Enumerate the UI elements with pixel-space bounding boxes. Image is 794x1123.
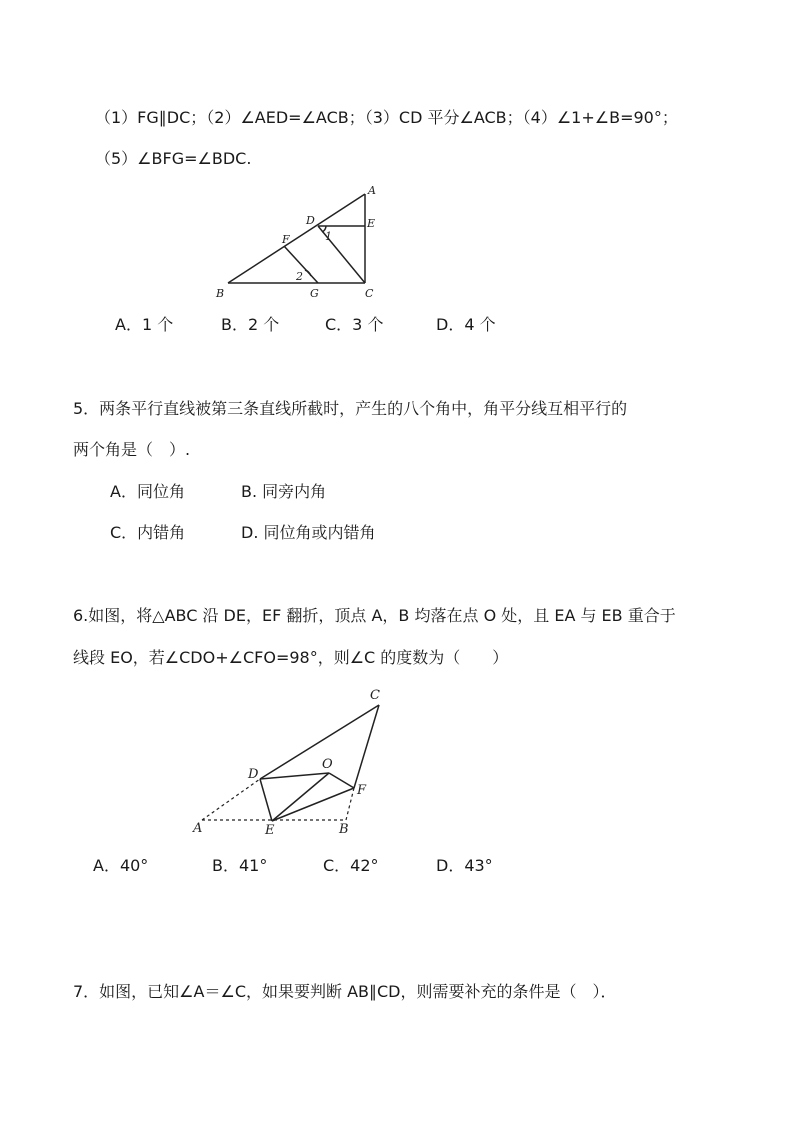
q5-stem-line2: 两个角是（ ）. (73, 440, 191, 459)
segment-bf-dotted (346, 788, 354, 820)
label-1: 1 (325, 230, 332, 243)
label-d: D (306, 214, 315, 227)
label-c: C (365, 287, 374, 300)
q6-stem-line1: 6.如图，将△ABC 沿 DE，EF 翻折，顶点 A，B 均落在点 O 处，且 EA 与 EB 重合于 (73, 606, 676, 625)
segment-of (329, 773, 354, 788)
label-a: A (193, 821, 203, 836)
q7-stem: 7．如图，已知∠A＝∠C，如果要判断 AB∥CD，则需要补充的条件是（ ）． (73, 982, 617, 1001)
label-b: B (339, 822, 349, 837)
q4-statements-line2: （5）∠BFG=∠BDC. (95, 149, 252, 168)
q4-statements-line1: （1）FG∥DC；（2）∠AED=∠ACB；（3）CD 平分∠ACB；（4）∠1+∠B=90°； (95, 108, 678, 127)
label-e: E (367, 217, 376, 230)
q4-option-c: C．3 个 (325, 315, 384, 334)
segment-do (260, 773, 329, 779)
label-g: G (310, 287, 319, 300)
q5-option-c: C．内错角 (110, 523, 186, 542)
q5-option-b: B. 同旁内角 (241, 482, 327, 501)
segment-de (260, 779, 272, 821)
label-d: D (248, 767, 259, 782)
q6-option-c: C．42° (323, 856, 379, 875)
label-f: F (282, 233, 290, 246)
segment-ef (272, 788, 354, 821)
label-b: B (216, 287, 225, 300)
q4-option-a: A．1 个 (115, 315, 174, 334)
label-e: E (265, 823, 275, 838)
q5-option-a: A．同位角 (110, 482, 185, 501)
segment-eo (272, 773, 329, 821)
q6-figure (0, 680, 794, 840)
label-2: 2 (296, 270, 303, 283)
label-o: O (322, 757, 333, 772)
segment-dc (260, 705, 379, 779)
q6-stem-line2: 线段 EO，若∠CDO+∠CFO=98°，则∠C 的度数为（ ） (73, 648, 509, 667)
q4-figure (0, 182, 794, 302)
q4-option-b: B．2 个 (221, 315, 280, 334)
label-a: A (368, 184, 376, 197)
q4-option-d: D．4 个 (436, 315, 496, 334)
q6-option-b: B．41° (212, 856, 268, 875)
q6-option-d: D．43° (436, 856, 493, 875)
q6-option-a: A．40° (93, 856, 149, 875)
q5-stem-line1: 5．两条平行直线被第三条直线所截时，产生的八个角中，角平分线互相平行的 (73, 399, 628, 418)
label-f: F (357, 783, 367, 798)
segment-ad-dotted (202, 779, 260, 820)
q5-option-d: D. 同位角或内错角 (241, 523, 376, 542)
label-c: C (370, 688, 380, 703)
